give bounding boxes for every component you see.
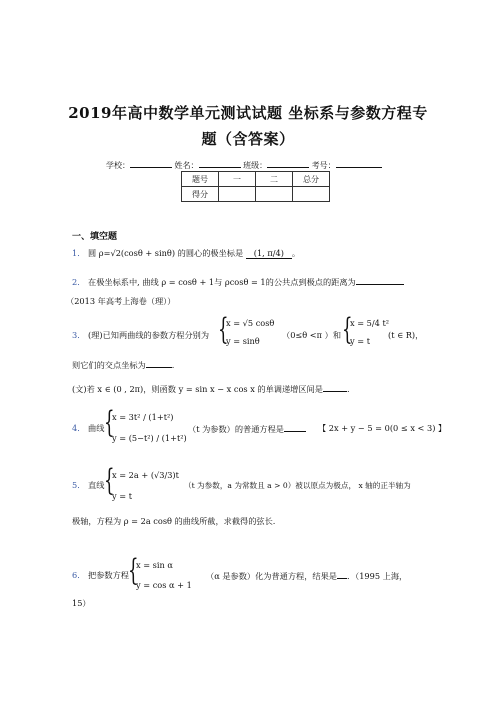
q6-post2: 15） xyxy=(72,598,91,608)
q2-answer-blank[interactable] xyxy=(356,276,404,285)
left-brace-icon: { xyxy=(104,463,115,498)
q3-sys1-line2: y = sinθ xyxy=(226,336,260,346)
question-number: 2． xyxy=(72,277,86,287)
exam-no-field[interactable] xyxy=(336,159,382,168)
question-number: 3． xyxy=(72,330,86,340)
score-table-header xyxy=(182,172,330,187)
q6-mid xyxy=(206,570,407,582)
score-table-row xyxy=(182,187,330,202)
q5-eq-line1: x = 2a + (√3/3)t xyxy=(112,470,179,480)
doc-title-line1: 2019年高中数学单元测试试题 坐标系与参数方程专 xyxy=(68,104,428,122)
table-cell: 得分 xyxy=(182,187,219,202)
info-line xyxy=(106,159,382,171)
question-6 xyxy=(72,570,129,581)
question-3 xyxy=(72,330,209,341)
q3-intersection-end: . xyxy=(171,360,175,370)
q4-mid xyxy=(188,423,306,435)
q3-wen-blank[interactable] xyxy=(323,383,347,392)
left-brace-icon: { xyxy=(128,553,139,588)
q6-text: 把参数方程 xyxy=(88,570,129,580)
question-number: 4． xyxy=(72,423,86,433)
q2-text: 在极坐标系中, 曲线 ρ = cosθ + 1与 ρcosθ = 1的公共点到极点的距离为 xyxy=(88,277,356,287)
q6-answer-blank[interactable] xyxy=(337,570,347,579)
q3-sys2-condition: (t ∈ R)， xyxy=(388,330,424,340)
q4-mid-text: （t 为参数）的普通方程是 xyxy=(188,424,284,434)
table-cell[interactable] xyxy=(256,187,293,202)
left-brace-icon: { xyxy=(104,405,115,440)
question-number: 1． xyxy=(72,248,86,258)
q6-post: ．（1995 上海， xyxy=(346,571,408,581)
q3-intersection-text: 则它们的交点坐标为 xyxy=(72,360,146,370)
school-field[interactable] xyxy=(130,159,172,168)
q4-answer-blank[interactable] xyxy=(284,423,306,432)
q3-sys2-line2: y = t xyxy=(350,336,370,346)
q5-mid: （t 为参数，a 为常数且 a > 0）被以原点为极点， x 轴的正半轴为 xyxy=(184,481,411,490)
q3-intersection xyxy=(72,359,174,371)
q4-eq-line1: x = 3t² / (1+t²) xyxy=(112,412,174,422)
table-cell[interactable] xyxy=(293,187,330,202)
name-label: 姓名： xyxy=(174,161,199,170)
q5-eq-line2: y = t xyxy=(112,491,132,501)
q3-sys1-line1: x = √5 cosθ xyxy=(226,318,275,328)
name-field[interactable] xyxy=(199,159,241,168)
q4-text: 曲线 xyxy=(88,423,105,433)
q2-source: （2013 年高考上海卷（理）） xyxy=(66,296,176,306)
q3-wen xyxy=(72,383,350,395)
q5-line2: 极轴，方程为 ρ = 2a cosθ 的曲线所截，求截得的弦长. xyxy=(72,516,276,526)
doc-title-line2: 题（含答案） xyxy=(201,130,295,148)
question-5 xyxy=(72,480,104,491)
q3-text: (理)已知两曲线的参数方程分别为 xyxy=(88,330,210,340)
table-header-cell: 一 xyxy=(219,172,256,187)
q3-condition: （0≤θ <π ）和 xyxy=(282,330,342,340)
class-field[interactable] xyxy=(267,159,309,168)
table-header-cell: 总分 xyxy=(293,172,330,187)
school-label: 学校： xyxy=(106,161,130,170)
q1-end: 。 xyxy=(291,248,301,258)
question-1 xyxy=(72,248,300,259)
q1-answer: (1, π/4) xyxy=(246,248,292,259)
question-4 xyxy=(72,423,104,434)
q3-sys2-line1: x = 5/4 t² xyxy=(350,318,390,328)
question-number: 6． xyxy=(72,570,86,580)
section-heading: 一、填空题 xyxy=(72,232,118,242)
q1-text: 圆 ρ=√2(cosθ + sinθ) 的圆心的极坐标是 xyxy=(88,248,244,258)
q5-text: 直线 xyxy=(88,480,105,490)
table-cell[interactable] xyxy=(219,187,256,202)
table-header-cell: 二 xyxy=(256,172,293,187)
exam-no-label: 考号： xyxy=(311,161,336,170)
q4-eq-line2: y = (5−t²) / (1+t²) xyxy=(112,433,187,443)
left-brace-icon: { xyxy=(218,312,229,347)
question-2 xyxy=(72,276,404,288)
left-brace-icon: { xyxy=(342,312,353,347)
question-number: 5． xyxy=(72,480,86,490)
q4-answer: 【 2x + y − 5 = 0(0 ≤ x < 3) 】 xyxy=(318,423,447,433)
q6-eq-line1: x = sin α xyxy=(136,560,173,570)
table-header-cell: 题号 xyxy=(182,172,219,187)
q6-mid-text: （α 是参数）化为普通方程，结果是 xyxy=(206,571,337,581)
q6-eq-line2: y = cos α + 1 xyxy=(136,580,192,590)
q3-answer-blank[interactable] xyxy=(146,359,172,368)
q3-wen-text: (文)若 x ∈ (0 , 2π)，则函数 y = sin x − x cos x 的单调递增区间是 xyxy=(72,384,323,394)
score-table xyxy=(181,171,330,202)
q3-wen-end: . xyxy=(346,384,350,394)
class-label: 班级： xyxy=(243,161,268,170)
